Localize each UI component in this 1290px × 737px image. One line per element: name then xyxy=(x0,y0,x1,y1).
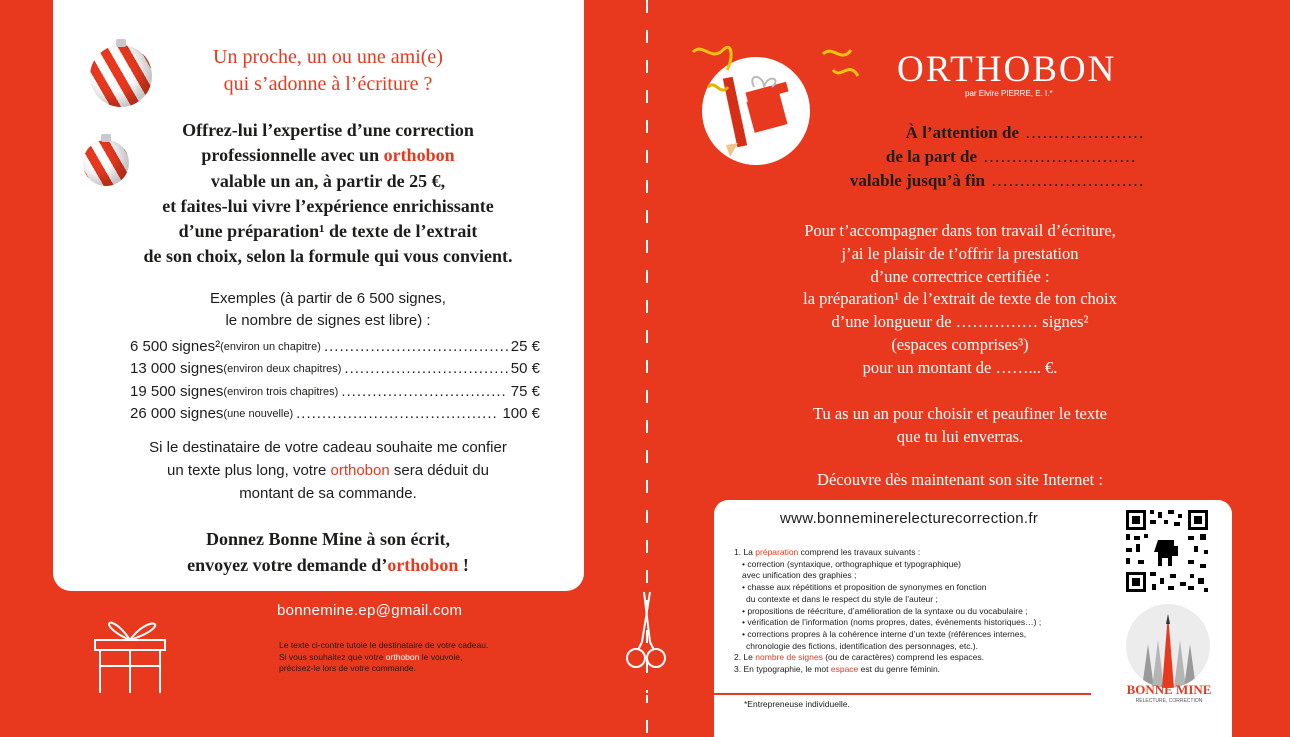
footer-rule xyxy=(0,693,1091,695)
form-row-from[interactable]: de la part de ……………………… xyxy=(885,147,1136,166)
gift-message-2: Tu as un an pour choisir et peaufiner le texte que tu lui enverras. xyxy=(812,404,1108,446)
price-list xyxy=(130,336,540,425)
qr-code[interactable] xyxy=(1124,508,1210,594)
destinataire-text: Si le destinataire de votre cadeau souhaite me confier un texte plus long, votre orthobon sera déduit du montant de sa commande. xyxy=(149,439,507,502)
tutoiement-note: Le texte ci-contre tutoie le destinataire de votre cadeau. Si vous souhaitez que votre orthobon le vouvoie, précisez-le lors de votre commande. xyxy=(279,640,489,673)
gift-form xyxy=(780,121,1160,193)
gift-message: Pour t’accompagner dans ton travail d’écriture, j’ai le plaisir de t’offrir la prestation d’une correctrice certifiée : la préparation¹ de l’extrait de texte de ton choix d’une longueur de …………… signes² (espaces comprises³) pour un montant de ……... €. xyxy=(803,221,1117,377)
bonne-mine-logo xyxy=(1126,604,1210,688)
bonne-mine-name: BONNE MINE xyxy=(1126,682,1212,697)
logo-subtitle: par Elvire PIERRE, E. I.* xyxy=(965,89,1053,98)
price-row: 13 000 signes (environ deux chapitres) ..... 50 € xyxy=(130,358,540,380)
scissors-icon xyxy=(624,590,668,672)
footnotes: 1. La préparation comprend les travaux suivants : • correction (syntaxique, orthographique et typographique) avec unification des graphies ; • chasse aux répétitions et proposition de synonymes en fonction du contexte et dans le respect du style de l’auteur ; • propositions de réécriture, d’amélioration de la syntaxe ou du vocabulaire ; • vérification de l’information (noms propres, dates, événements historiques…) ; • corrections propres à la cohérence interne d’un texte (références internes, chronologie des fictions, identification des personnages, etc.). 2. Le nombre de signes (ou de caractères) comprend les espaces. 3. En typographie, le mot espace est du genre féminin. xyxy=(734,547,1042,675)
discover-site: Découvre dès maintenant son site Internet : xyxy=(817,470,1103,489)
price-row: 26 000 signes (une nouvelle) ..... 100 € xyxy=(130,403,540,425)
form-row-valid-until[interactable]: valable jusqu’à fin ……………………… xyxy=(849,171,1144,190)
examples-intro: Exemples (à partir de 6 500 signes, le nombre de signes est libre) : xyxy=(210,290,446,329)
contact-email[interactable]: bonnemine.ep@gmail.com xyxy=(277,602,463,619)
left-card xyxy=(53,0,584,591)
legal-note: *Entrepreneuse individuelle. xyxy=(744,699,850,709)
streamer-icon xyxy=(683,40,863,120)
orthobon-logo: ORTHOBON xyxy=(897,49,1117,90)
bonne-mine-tagline: RELECTURE, CORRECTION xyxy=(1135,698,1203,704)
headline: Un proche, un ou une ami(e) qui s’adonne à l’écriture ? xyxy=(213,46,443,95)
ornament-icon xyxy=(90,45,152,107)
website-link[interactable]: www.bonneminerelecturecorrection.fr xyxy=(780,510,1039,527)
info-card xyxy=(714,500,1232,737)
price-row: 6 500 signes² (environ un chapitre) ..... 25 € xyxy=(130,336,540,358)
orthobon-highlight: orthobon xyxy=(383,145,455,166)
call-to-action: Donnez Bonne Mine à son écrit, envoyez votre demande d’orthobon ! xyxy=(187,529,469,575)
form-row-attention[interactable]: À l’attention de ………………… xyxy=(905,123,1144,142)
offer-text: Offrez-lui l’expertise d’une correction professionnelle avec un orthobon valable un an, à partir de 25 €, et faites-lui vivre l’expérience enrichissante d’une préparation¹ de texte de l’extrait de son choix, selon la formule qui vous convient. xyxy=(143,120,513,267)
price-row: 19 500 signes (environ trois chapitres) ..... 75 € xyxy=(130,381,540,403)
